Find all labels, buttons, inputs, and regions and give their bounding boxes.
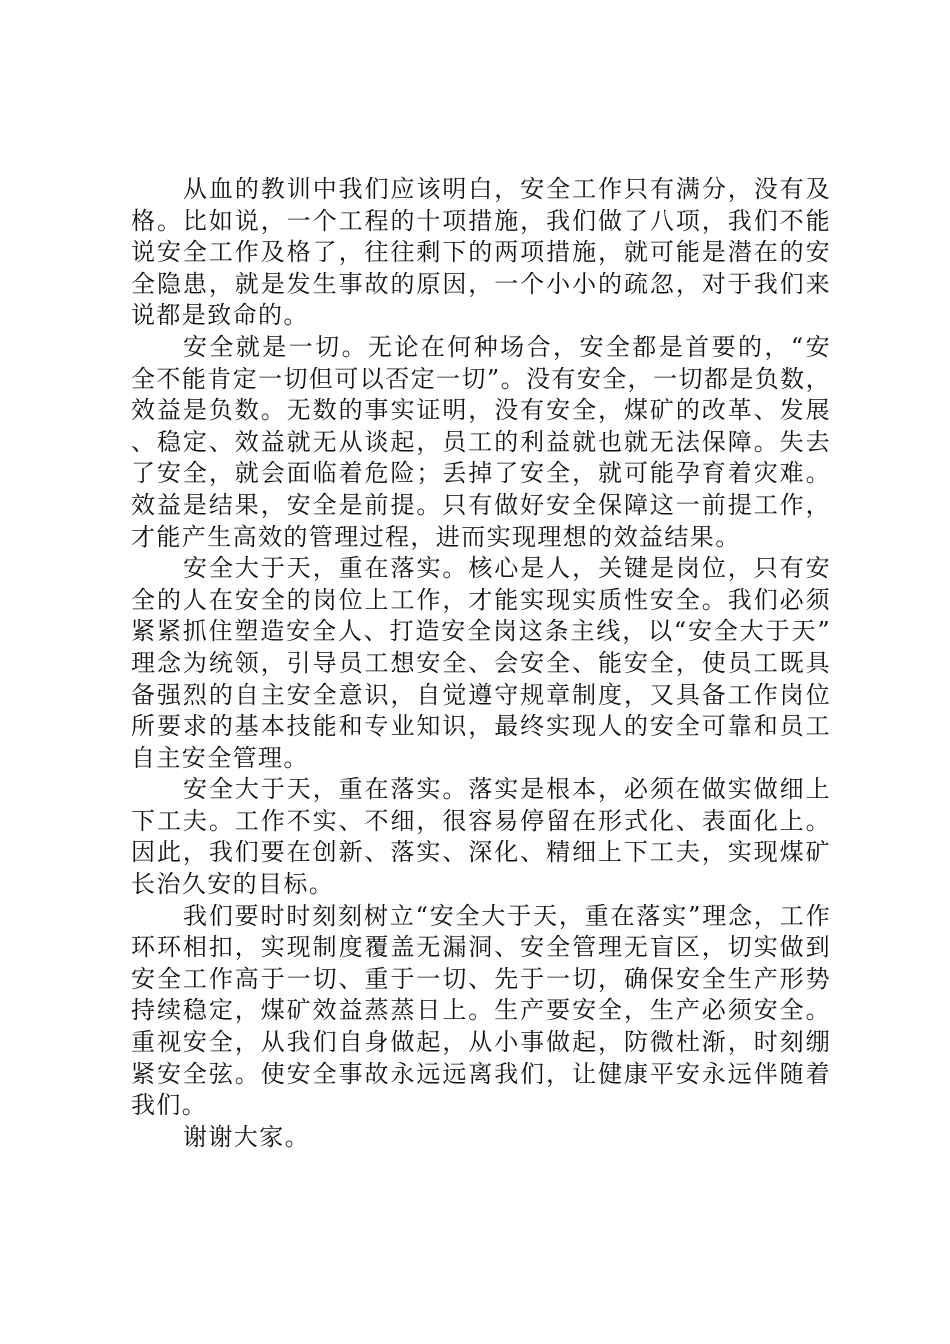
paragraph: 从血的教训中我们应该明白，安全工作只有满分，没有及格。比如说，一个工程的十项措施，我们做了八项，我们不能说安全工作及格了，往往剩下的两项措施，就可能是潜在的安全隐患，就是发生事故的原因，一个小小的疏忽，对于我们来说都是致命的。 (131, 175, 831, 330)
paragraph: 安全大于天，重在落实。核心是人，关键是岗位，只有安全的人在安全的岗位上工作，才能实现实质性安全。我们必须紧紧抓住塑造安全人、打造安全岗这条主线，以“安全大于天”理念为统领，引导员工想安全、会安全、能安全，使员工既具备强烈的自主安全意识，自觉遵守规章制度，又具备工作岗位所要求的基本技能和专业知识，最终实现人的安全可靠和员工自主安全管理。 (131, 554, 831, 772)
body-text (131, 174, 831, 1153)
paragraph: 我们要时时刻刻树立“安全大于天，重在落实”理念，工作环环相扣，实现制度覆盖无漏洞、安全管理无盲区，切实做到安全工作高于一切、重于一切、先于一切，确保安全生产形势持续稳定，煤矿效益蒸蒸日上。生产要安全，生产必须安全。重视安全，从我们自身做起，从小事做起，防微杜渐，时刻绷紧安全弦。使安全事故永远远离我们，让健康平安永远伴随着我们。 (131, 901, 831, 1120)
paragraph: 安全就是一切。无论在何种场合，安全都是首要的，“安全不能肯定一切但可以否定一切”。没有安全，一切都是负数，效益是负数。无数的事实证明，没有安全，煤矿的改革、发展、稳定、效益就无从谈起，员工的利益就也就无法保障。失去了安全，就会面临着危险；丢掉了安全，就可能孕育着灾难。效益是结果，安全是前提。只有做好安全保障这一前提工作，才能产生高效的管理过程，进而实现理想的效益结果。 (131, 332, 831, 551)
closing-line: 谢谢大家。 (183, 1122, 310, 1151)
paragraph: 安全大于天，重在落实。落实是根本，必须在做实做细上下工夫。工作不实、不细，很容易停留在形式化、表面化上。因此，我们要在创新、落实、深化、精细上下工夫，实现煤矿长治久安的目标。 (131, 775, 831, 899)
